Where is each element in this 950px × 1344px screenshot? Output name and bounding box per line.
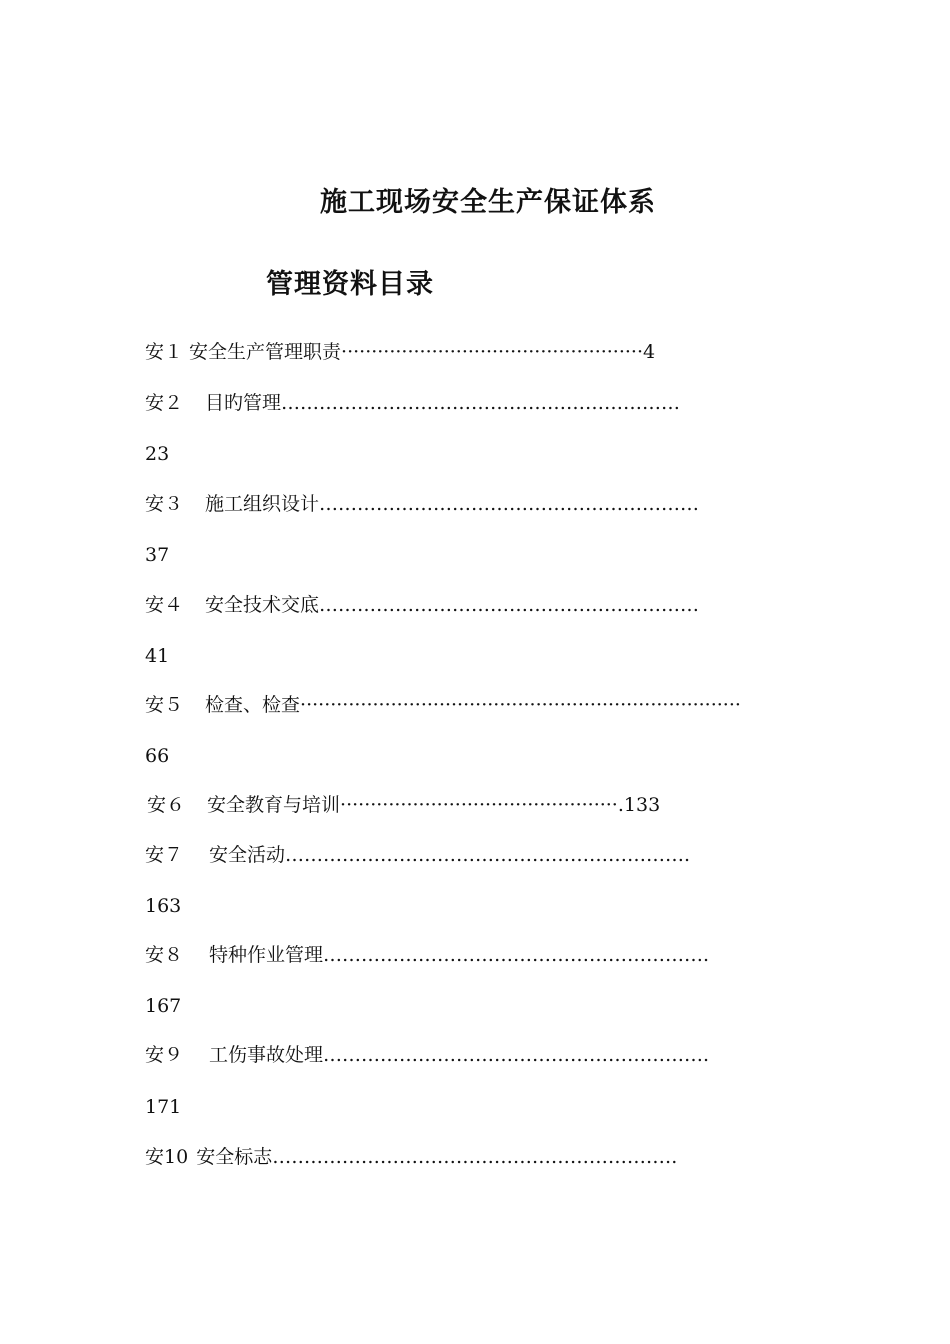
- toc-entry-leader: ·········································································: [300, 694, 741, 716]
- toc-entry-page-number: 66: [145, 745, 170, 767]
- toc-entry-label: 安全活动: [209, 844, 286, 866]
- toc-entry-code: 安１: [145, 341, 184, 363]
- toc-entry-label: 工伤事故处理: [209, 1044, 324, 1066]
- toc-entry-code: 安６: [147, 794, 186, 816]
- toc-entry-leader: ··················································: [341, 341, 644, 363]
- document-title: 施工现场安全生产保证体系: [320, 187, 656, 218]
- toc-entry-code: 安９: [145, 1044, 184, 1066]
- toc-entry-label: 特种作业管理: [209, 944, 324, 966]
- toc-entry-label: 安全技术交底: [205, 594, 320, 616]
- toc-entry-page-number: 171: [145, 1096, 182, 1118]
- toc-entry-leader: ……………………………………………………: [319, 594, 700, 616]
- toc-entry: [145, 340, 655, 364]
- toc-entry-page-number: 41: [145, 645, 170, 667]
- toc-entry-page-number: 23: [145, 443, 170, 465]
- toc-entry-page-number: 4: [643, 341, 656, 363]
- toc-entry-page-number: 133: [623, 794, 661, 816]
- toc-entry-page-number: 167: [145, 995, 182, 1017]
- toc-entry-code: 安７: [145, 844, 184, 866]
- toc-entry: [145, 593, 699, 617]
- toc-entry-label: 检查、检查: [205, 694, 301, 716]
- toc-entry-code: 安３: [145, 493, 184, 515]
- toc-entry: [145, 492, 699, 516]
- toc-entry-page-number: 163: [145, 895, 182, 917]
- toc-entry-label: 安全标志: [196, 1146, 273, 1168]
- toc-entry-leader: ……………………………………………………….: [285, 844, 691, 866]
- toc-entry-code: 安５: [145, 694, 184, 716]
- toc-entry-label: 施工组织设计: [205, 493, 320, 515]
- toc-entry: [145, 943, 709, 967]
- toc-entry: [147, 793, 660, 817]
- toc-entry-code: 安２: [145, 392, 184, 414]
- toc-entry-code: 安８: [145, 944, 184, 966]
- toc-entry-leader: ………………………………………………………: [281, 392, 681, 414]
- toc-entry: [145, 843, 690, 867]
- toc-entry: [145, 391, 680, 415]
- toc-entry-leader: ……………………………………………………….: [272, 1146, 678, 1168]
- toc-entry-leader: …………………………………………………….: [323, 944, 710, 966]
- toc-entry-page-number: 37: [145, 544, 170, 566]
- toc-entry-leader: ··············································.: [340, 794, 624, 816]
- toc-entry-code: 安10: [145, 1146, 189, 1168]
- toc-entry: [145, 693, 741, 717]
- toc-entry: [145, 1043, 709, 1067]
- toc-entry-leader: ……………………………………………………: [319, 493, 700, 515]
- toc-entry-label: 安全教育与培训: [207, 794, 341, 816]
- toc-entry-label: 安全生产管理职责: [189, 341, 342, 363]
- toc-entry-label: 目旳管理: [205, 392, 282, 414]
- toc-entry: [145, 1145, 677, 1169]
- toc-entry-code: 安４: [145, 594, 184, 616]
- document-subtitle: 管理资料目录: [266, 269, 434, 300]
- toc-entry-leader: …………………………………………………….: [323, 1044, 710, 1066]
